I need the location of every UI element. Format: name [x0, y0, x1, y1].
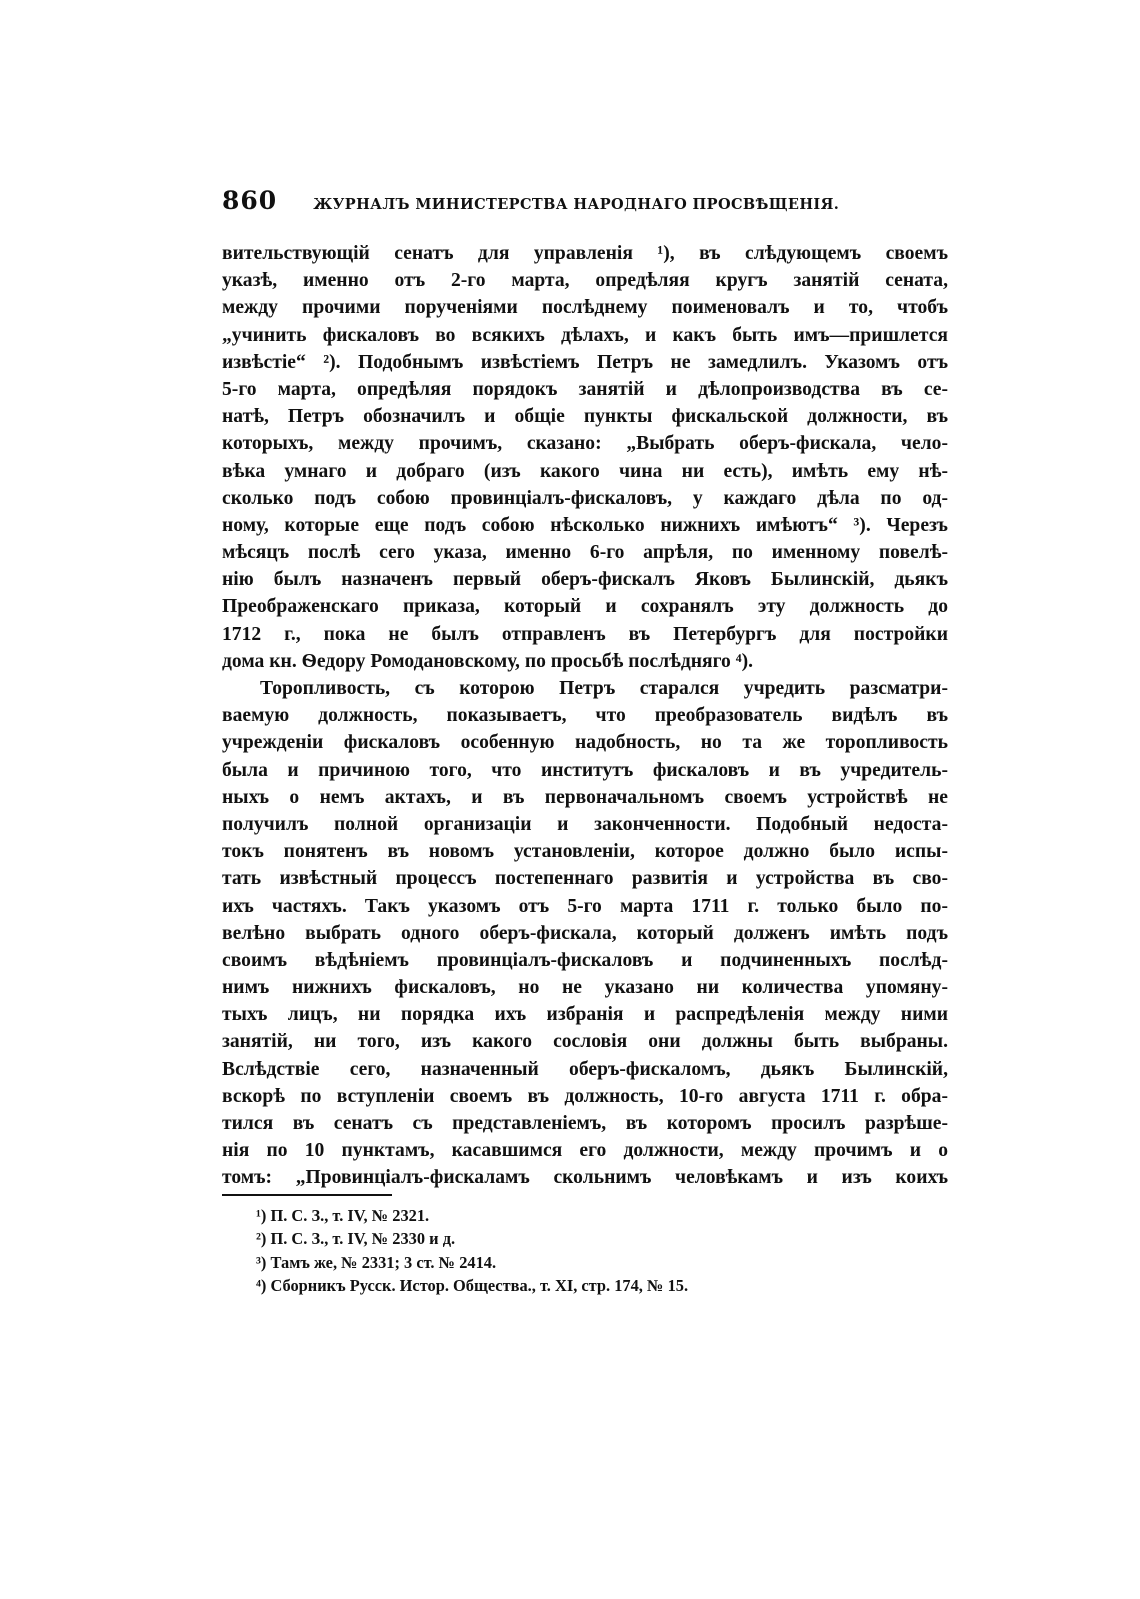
text-line: натѣ, Петръ обозначилъ и общіе пункты фискальской должности, въ — [222, 406, 948, 428]
text-line: тать извѣстный процессъ постепеннаго развитія и устройства въ сво- — [222, 868, 948, 890]
footnotes — [222, 1204, 948, 1298]
text-line: ихъ частяхъ. Такъ указомъ отъ 5-го марта 1711 г. только было по- — [222, 895, 948, 917]
text-line: сколько подъ собою провинціалъ-фискаловъ, у каждаго дѣла по од- — [222, 487, 948, 509]
text-line: извѣстіе“ ²). Подобнымъ извѣстіемъ Петръ не замедлилъ. Указомъ отъ — [222, 351, 948, 373]
footnote: ³) Тамъ же, № 2331; 3 ст. № 2414. — [256, 1252, 497, 1272]
text-line: ныхъ о немъ актахъ, и въ первоначальномъ своемъ устройствѣ не — [222, 786, 948, 808]
book-page — [222, 186, 948, 1298]
text-line: 5-го марта, опредѣляя порядокъ занятій и дѣлопроизводства въ се- — [222, 378, 948, 400]
text-line: получилъ полной организаціи и законченности. Подобный недоста- — [222, 813, 948, 835]
text-line: вительствующій сенатъ для управленія ¹), въ слѣдующемъ своемъ — [222, 243, 948, 264]
text-line: мѣсяцъ послѣ сего указа, именно 6-го апрѣля, по именному повелѣ- — [222, 542, 948, 564]
text-line: между прочими порученіями послѣднему поименовалъ и то, чтобъ — [222, 297, 948, 319]
footnote: ¹) П. С. З., т. IV, № 2321. — [256, 1205, 430, 1225]
text-line: учрежденіи фискаловъ особенную надобность, но та же торопливость — [222, 732, 948, 754]
text-line: Вслѣдствіе сего, назначенный оберъ-фискаломъ, дьякъ Былинскій, — [222, 1058, 948, 1080]
text-line: ваемую должность, показываетъ, что преобразователь видѣлъ въ — [222, 705, 948, 727]
text-line: нія по 10 пунктамъ, касавшимся его должности, между прочимъ и о — [222, 1140, 948, 1162]
text-line: токъ понятенъ въ новомъ установленіи, которое должно было испы- — [222, 841, 948, 863]
text-line: томъ: „Провинціалъ-фискаламъ скольнимъ человѣкамъ и изъ коихъ — [222, 1167, 948, 1189]
text-line: ному, которые еще подъ собою нѣсколько нижнихъ имѣютъ“ ³). Черезъ — [222, 514, 948, 536]
text-line: указѣ, именно отъ 2-го марта, опредѣляя кругъ занятій сената, — [222, 270, 948, 292]
text-line: „учинить фискаловъ во всякихъ дѣлахъ, и какъ быть имъ—пришлется — [222, 324, 948, 346]
text-line: вскорѣ по вступленіи своемъ въ должность, 10-го августа 1711 г. обра- — [222, 1085, 948, 1107]
text-line: дома кн. Ѳедору Ромодановскому, по просьбѣ послѣдняго ⁴). — [222, 650, 754, 672]
running-head — [222, 186, 948, 220]
footnote-rule — [222, 1194, 392, 1196]
text-line: своимъ вѣдѣніемъ провинціалъ-фискаловъ и подчиненныхъ послѣд- — [222, 949, 948, 971]
text-line: вѣка умнаго и добраго (изъ какого чина ни есть), имѣть ему нѣ- — [222, 460, 948, 482]
text-line: нію былъ назначенъ первый оберъ-фискалъ Яковъ Былинскій, дьякъ — [222, 569, 948, 591]
footnote: ²) П. С. З., т. IV, № 2330 и д. — [256, 1229, 456, 1249]
text-line: нимъ нижнихъ фискаловъ, но не указано ни количества упомяну- — [222, 977, 948, 999]
text-line: тился въ сенатъ съ представленіемъ, въ которомъ просилъ разрѣше- — [222, 1113, 948, 1134]
text-line: 1712 г., пока не былъ отправленъ въ Петербургъ для постройки — [222, 623, 948, 645]
text-line: Преображенскаго приказа, который и сохранялъ эту должность до — [222, 596, 948, 618]
text-line: занятій, ни того, изъ какого сословія они должны быть выбраны. — [222, 1031, 948, 1053]
journal-title: ЖУРНАЛЪ МИНИСТЕРСТВА НАРОДНАГО ПРОСВѢЩЕНІЯ. — [313, 196, 840, 213]
text-line: тыхъ лицъ, ни порядка ихъ избранія и распредѣленія между ними — [222, 1004, 948, 1026]
body-text — [222, 240, 948, 1192]
page-number: 860 — [222, 186, 278, 215]
text-line: велѣно выбрать одного оберъ-фискала, который долженъ имѣть подъ — [222, 922, 948, 944]
text-line: Торопливость, съ которою Петръ старался учредить разсматри- — [260, 678, 948, 699]
text-line: была и причиною того, что институтъ фискаловъ и въ учредитель- — [222, 759, 948, 781]
footnote: ⁴) Сборникъ Русск. Истор. Общества., т. XI, стр. 174, № 15. — [256, 1276, 689, 1296]
text-line: которыхъ, между прочимъ, сказано: „Выбрать оберъ-фискала, чело- — [222, 433, 948, 455]
